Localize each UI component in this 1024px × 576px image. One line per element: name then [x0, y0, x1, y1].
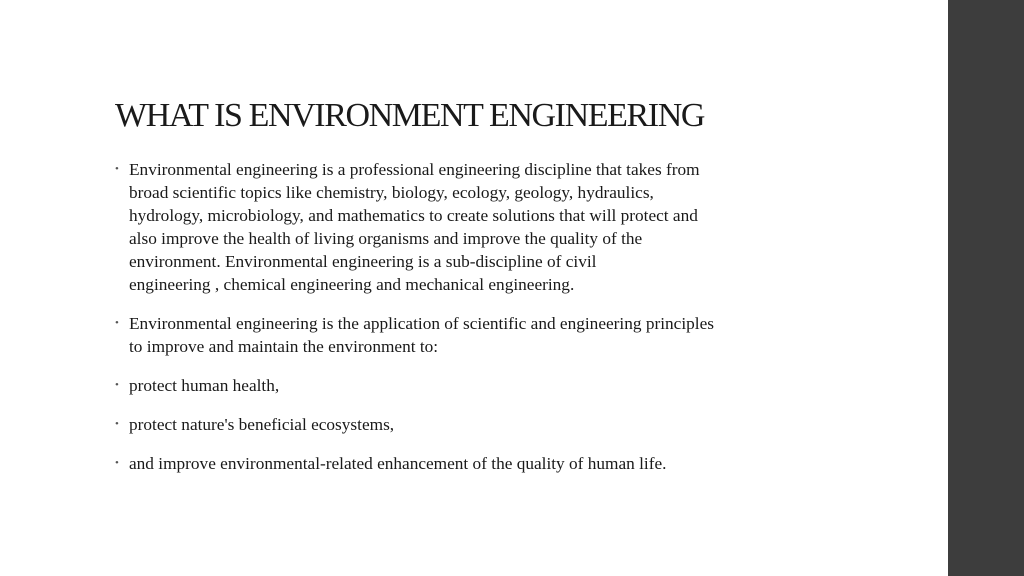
bullet-text-line: hydrology, microbiology, and mathematics to create solutions that will protect and: [129, 206, 698, 225]
bullet-text-line: protect nature's beneficial ecosystems,: [129, 415, 395, 434]
bullet-item: [112, 452, 812, 475]
slide-title: WHAT IS ENVIRONMENT ENGINEERING: [115, 97, 705, 134]
bullet-marker: •: [115, 317, 119, 329]
bullet-text-line: Environmental engineering is the application of scientific and engineering principles: [129, 314, 714, 333]
bullet-item: [112, 413, 812, 436]
bullet-marker: •: [115, 163, 119, 175]
bullet-text-line: environment. Environmental engineering is a sub-discipline of civil: [129, 252, 597, 271]
bullet-text-line: protect human health,: [129, 376, 280, 395]
bullet-marker: •: [115, 457, 119, 469]
bullet-marker: •: [115, 418, 119, 430]
bullet-text-line: to improve and maintain the environment to:: [129, 337, 439, 356]
bullet-text-line: Environmental engineering is a professional engineering discipline that takes from: [129, 160, 700, 179]
side-accent-bar: [948, 0, 1024, 576]
bullet-item: [112, 158, 812, 296]
bullet-text-line: also improve the health of living organisms and improve the quality of the: [129, 229, 643, 248]
bullet-text-line: engineering , chemical engineering and mechanical engineering.: [129, 275, 575, 294]
bullet-marker: •: [115, 379, 119, 391]
bullet-text-line: broad scientific topics like chemistry, biology, ecology, geology, hydraulics,: [129, 183, 654, 202]
bullet-item: [112, 312, 812, 358]
bullet-item: [112, 374, 812, 397]
bullet-text-line: and improve environmental-related enhancement of the quality of human life.: [129, 454, 667, 473]
bullet-list: [112, 158, 812, 491]
